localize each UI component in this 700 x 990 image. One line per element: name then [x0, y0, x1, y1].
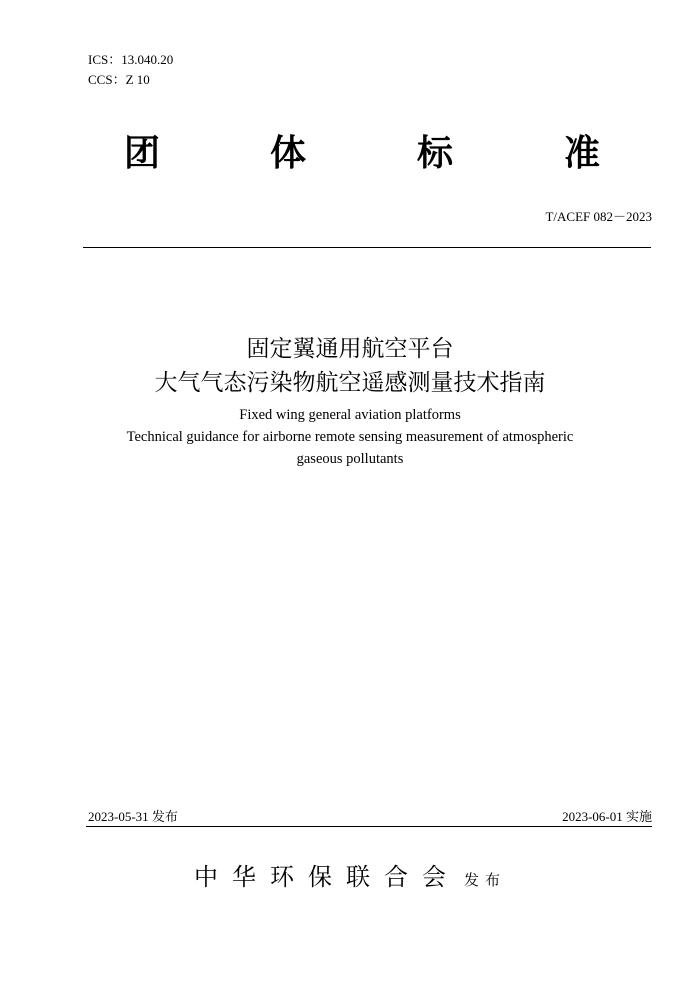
title-block — [50, 332, 650, 470]
issue-date: 2023-05-31 发布 — [88, 809, 178, 824]
standard-type-char-2: 体 — [270, 133, 307, 174]
standard-type-char-1: 团 — [124, 133, 161, 174]
classification-codes — [88, 50, 173, 90]
title-en-line-1: Fixed wing general aviation platforms — [239, 407, 461, 423]
standard-type-char-4: 准 — [564, 133, 601, 174]
top-divider — [83, 247, 651, 248]
publisher-suffix: 发布 — [463, 871, 506, 889]
standard-type-heading — [0, 130, 700, 178]
ics-code: ICS：13.040.20 — [88, 52, 174, 67]
title-en-line-2: Technical guidance for airborne remote sensing measurement of atmospheric — [126, 429, 574, 445]
implementation-date: 2023-06-01 实施 — [562, 809, 652, 824]
date-row — [88, 808, 652, 828]
bottom-divider — [86, 826, 652, 827]
title-cn-line-1: 固定翼通用航空平台 — [246, 336, 454, 362]
publisher — [0, 860, 700, 897]
title-en-line-3: gaseous pollutants — [296, 451, 404, 467]
publisher-name: 中华环保联合会 — [193, 863, 460, 891]
standard-type-char-3: 标 — [417, 133, 454, 174]
standard-number: T/ACEF 082－2023 — [545, 209, 652, 224]
ccs-code: CCS：Z 10 — [88, 72, 150, 87]
title-cn-line-2: 大气气态污染物航空遥感测量技术指南 — [154, 370, 546, 396]
